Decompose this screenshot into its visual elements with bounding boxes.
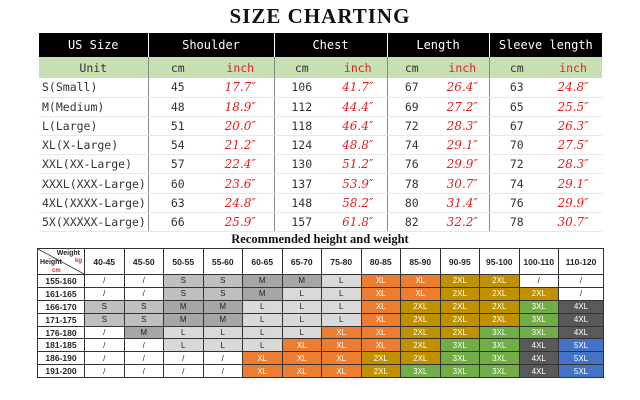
size-name: XXXL(XXX-Large) <box>39 174 148 193</box>
size-recommendation-cell: 3XL <box>519 313 559 326</box>
size-name: XL(X-Large) <box>39 136 148 155</box>
size-recommendation-cell: XL <box>322 339 362 352</box>
size-recommendation-cell: M <box>282 275 322 288</box>
value-inch: 28.3″ <box>436 116 489 135</box>
unit-inch: inch <box>207 57 274 78</box>
size-recommendation-cell: S <box>203 287 243 300</box>
size-recommendation-cell: 2XL <box>440 300 480 313</box>
height-range-label: 176-180 <box>38 326 85 339</box>
value-inch: 29.1″ <box>544 174 602 193</box>
value-cm: 78 <box>489 212 544 231</box>
value-cm: 76 <box>387 155 436 174</box>
size-recommendation-cell: 5XL <box>559 352 604 365</box>
size-recommendation-cell: / <box>85 352 125 365</box>
size-recommendation-cell: L <box>243 339 283 352</box>
value-cm: 80 <box>387 193 436 212</box>
corner-kg-label: kg <box>74 258 82 264</box>
value-inch: 29.1″ <box>436 136 489 155</box>
value-cm: 63 <box>148 193 207 212</box>
size-recommendation-cell: XL <box>361 300 401 313</box>
size-recommendation-cell: / <box>559 287 604 300</box>
height-weight-table <box>37 248 604 378</box>
size-recommendation-cell: S <box>124 313 164 326</box>
size-row <box>39 155 602 174</box>
size-recommendation-cell: / <box>85 287 125 300</box>
value-cm: 72 <box>489 155 544 174</box>
size-recommendation-cell: 2XL <box>480 313 520 326</box>
size-recommendation-cell: 5XL <box>559 339 604 352</box>
value-inch: 53.9″ <box>329 174 387 193</box>
size-recommendation-cell: 3XL <box>480 339 520 352</box>
value-inch: 28.3″ <box>544 155 602 174</box>
value-inch: 51.2″ <box>329 155 387 174</box>
size-row <box>39 97 602 116</box>
value-cm: 74 <box>489 174 544 193</box>
value-inch: 20.0″ <box>207 116 274 135</box>
size-recommendation-cell: S <box>164 287 204 300</box>
size-name: 5X(XXXXX-Large) <box>39 212 148 231</box>
value-cm: 76 <box>489 193 544 212</box>
size-recommendation-cell: 2XL <box>401 300 441 313</box>
height-row <box>38 326 604 339</box>
unit-cm: cm <box>274 57 329 78</box>
size-recommendation-cell: / <box>85 339 125 352</box>
size-recommendation-cell: XL <box>322 365 362 378</box>
size-recommendation-cell: 3XL <box>440 365 480 378</box>
size-recommendation-cell: L <box>203 339 243 352</box>
value-cm: 60 <box>148 174 207 193</box>
size-recommendation-cell: M <box>243 287 283 300</box>
size-recommendation-cell: L <box>282 300 322 313</box>
size-recommendation-cell: L <box>322 287 362 300</box>
size-recommendation-cell: L <box>243 313 283 326</box>
size-recommendation-cell: 3XL <box>480 326 520 339</box>
value-cm: 57 <box>148 155 207 174</box>
size-recommendation-cell: 2XL <box>519 287 559 300</box>
weight-range-header: 90-95 <box>440 249 480 275</box>
size-recommendation-cell: 3XL <box>440 339 480 352</box>
size-name: M(Medium) <box>39 97 148 116</box>
value-cm: 51 <box>148 116 207 135</box>
size-recommendation-cell: L <box>322 300 362 313</box>
size-recommendation-cell: L <box>164 339 204 352</box>
size-row <box>39 136 602 155</box>
size-recommendation-cell: / <box>203 365 243 378</box>
value-cm: 137 <box>274 174 329 193</box>
header-sleeve-length: Sleeve length <box>489 33 602 57</box>
value-inch: 41.7″ <box>329 78 387 97</box>
value-inch: 32.2″ <box>436 212 489 231</box>
page-title: SIZE CHARTING <box>229 4 411 28</box>
size-recommendation-cell: M <box>164 300 204 313</box>
value-cm: 157 <box>274 212 329 231</box>
size-recommendation-cell: M <box>243 275 283 288</box>
size-recommendation-cell: 2XL <box>401 313 441 326</box>
size-recommendation-cell: XL <box>401 275 441 288</box>
size-recommendation-cell: L <box>282 287 322 300</box>
value-cm: 112 <box>274 97 329 116</box>
header-length: Length <box>387 33 489 57</box>
size-recommendation-cell: 2XL <box>440 313 480 326</box>
value-inch: 26.3″ <box>544 116 602 135</box>
value-inch: 48.8″ <box>329 136 387 155</box>
value-cm: 70 <box>489 136 544 155</box>
size-recommendation-cell: / <box>124 352 164 365</box>
size-recommendation-cell: 2XL <box>361 352 401 365</box>
header-shoulder: Shoulder <box>148 33 274 57</box>
size-recommendation-cell: / <box>124 287 164 300</box>
value-inch: 17.7″ <box>207 78 274 97</box>
value-cm: 106 <box>274 78 329 97</box>
value-cm: 148 <box>274 193 329 212</box>
corner-cm-label: cm <box>52 268 61 274</box>
size-recommendation-cell: / <box>85 275 125 288</box>
size-recommendation-cell: / <box>519 275 559 288</box>
value-inch: 58.2″ <box>329 193 387 212</box>
value-cm: 72 <box>387 116 436 135</box>
size-recommendation-cell: 2XL <box>401 339 441 352</box>
size-recommendation-cell: XL <box>243 352 283 365</box>
size-recommendation-cell: XL <box>322 352 362 365</box>
recommended-subtitle: Recommended height and weight <box>231 232 409 246</box>
size-recommendation-cell: 4XL <box>559 326 604 339</box>
size-recommendation-cell: 2XL <box>480 275 520 288</box>
height-range-label: 166-170 <box>38 300 85 313</box>
size-recommendation-cell: L <box>282 326 322 339</box>
value-cm: 66 <box>148 212 207 231</box>
size-recommendation-cell: XL <box>361 275 401 288</box>
size-row <box>39 212 602 231</box>
value-inch: 18.9″ <box>207 97 274 116</box>
size-recommendation-cell: M <box>164 313 204 326</box>
size-recommendation-cell: XL <box>243 365 283 378</box>
weight-range-header: 75-80 <box>322 249 362 275</box>
size-recommendation-cell: 4XL <box>559 313 604 326</box>
size-recommendation-cell: L <box>164 326 204 339</box>
size-recommendation-cell: 2XL <box>401 326 441 339</box>
size-recommendation-cell: 3XL <box>480 352 520 365</box>
size-recommendation-cell: / <box>124 275 164 288</box>
size-recommendation-cell: 2XL <box>440 326 480 339</box>
value-cm: 124 <box>274 136 329 155</box>
unit-label: Unit <box>39 57 148 78</box>
height-row <box>38 352 604 365</box>
height-row <box>38 300 604 313</box>
value-inch: 46.4″ <box>329 116 387 135</box>
height-weight-body <box>38 275 604 378</box>
size-recommendation-cell: XL <box>361 287 401 300</box>
value-cm: 48 <box>148 97 207 116</box>
corner-cell <box>38 249 85 275</box>
size-recommendation-cell: XL <box>361 339 401 352</box>
value-cm: 74 <box>387 136 436 155</box>
value-inch: 22.4″ <box>207 155 274 174</box>
size-recommendation-cell: L <box>243 326 283 339</box>
value-inch: 30.7″ <box>436 174 489 193</box>
value-inch: 61.8″ <box>329 212 387 231</box>
value-inch: 24.8″ <box>544 78 602 97</box>
unit-cm: cm <box>489 57 544 78</box>
size-recommendation-cell: / <box>559 275 604 288</box>
size-recommendation-cell: 4XL <box>519 339 559 352</box>
height-range-label: 191-200 <box>38 365 85 378</box>
size-name: S(Small) <box>39 78 148 97</box>
weight-range-header: 50-55 <box>164 249 204 275</box>
size-recommendation-cell: L <box>282 313 322 326</box>
height-row <box>38 365 604 378</box>
size-row <box>39 174 602 193</box>
weight-range-header: 110-120 <box>559 249 604 275</box>
size-table-body <box>39 78 602 232</box>
size-recommendation-cell: XL <box>282 365 322 378</box>
size-recommendation-cell: 2XL <box>480 287 520 300</box>
size-recommendation-cell: M <box>124 326 164 339</box>
size-recommendation-cell: S <box>203 275 243 288</box>
value-cm: 130 <box>274 155 329 174</box>
unit-row <box>39 57 602 78</box>
weight-range-header: 40-45 <box>85 249 125 275</box>
header-chest: Chest <box>274 33 387 57</box>
value-cm: 69 <box>387 97 436 116</box>
size-name: L(Large) <box>39 116 148 135</box>
weight-range-header: 45-50 <box>124 249 164 275</box>
value-inch: 29.9″ <box>544 193 602 212</box>
size-recommendation-cell: 2XL <box>401 352 441 365</box>
size-recommendation-cell: / <box>164 365 204 378</box>
size-recommendation-cell: 3XL <box>519 300 559 313</box>
value-cm: 63 <box>489 78 544 97</box>
value-cm: 67 <box>489 116 544 135</box>
size-recommendation-cell: XL <box>401 287 441 300</box>
header-us-size: US Size <box>39 33 148 57</box>
height-range-label: 186-190 <box>38 352 85 365</box>
size-recommendation-cell: / <box>85 365 125 378</box>
corner-height-label: Height <box>40 259 62 266</box>
size-recommendation-cell: S <box>85 300 125 313</box>
size-recommendation-cell: 2XL <box>361 365 401 378</box>
size-recommendation-cell: / <box>124 365 164 378</box>
value-cm: 118 <box>274 116 329 135</box>
size-recommendation-cell: XL <box>282 352 322 365</box>
size-recommendation-cell: 3XL <box>440 352 480 365</box>
height-row <box>38 339 604 352</box>
size-recommendation-cell: L <box>322 313 362 326</box>
size-recommendation-cell: 5XL <box>559 365 604 378</box>
size-recommendation-cell: S <box>164 275 204 288</box>
size-recommendation-cell: XL <box>322 326 362 339</box>
size-recommendation-cell: XL <box>361 313 401 326</box>
size-recommendation-cell: / <box>203 352 243 365</box>
size-name: XXL(XX-Large) <box>39 155 148 174</box>
size-recommendation-cell: / <box>164 352 204 365</box>
value-inch: 30.7″ <box>544 212 602 231</box>
unit-cm: cm <box>387 57 436 78</box>
weight-range-header: 85-90 <box>401 249 441 275</box>
value-inch: 25.9″ <box>207 212 274 231</box>
size-recommendation-cell: 3XL <box>519 326 559 339</box>
height-row <box>38 275 604 288</box>
size-recommendation-cell: M <box>203 313 243 326</box>
size-recommendation-cell: L <box>322 275 362 288</box>
size-recommendation-cell: 3XL <box>401 365 441 378</box>
size-recommendation-cell: 2XL <box>440 275 480 288</box>
value-inch: 29.9″ <box>436 155 489 174</box>
size-recommendation-cell: XL <box>361 326 401 339</box>
weight-range-header: 55-60 <box>203 249 243 275</box>
value-inch: 26.4″ <box>436 78 489 97</box>
unit-inch: inch <box>436 57 489 78</box>
size-row <box>39 193 602 212</box>
value-cm: 67 <box>387 78 436 97</box>
value-inch: 23.6″ <box>207 174 274 193</box>
height-range-label: 171-175 <box>38 313 85 326</box>
value-cm: 54 <box>148 136 207 155</box>
size-row <box>39 78 602 97</box>
size-recommendation-cell: 4XL <box>519 365 559 378</box>
size-recommendation-cell: 3XL <box>480 365 520 378</box>
weight-range-header: 60-65 <box>243 249 283 275</box>
weight-range-header: 65-70 <box>282 249 322 275</box>
value-inch: 27.2″ <box>436 97 489 116</box>
size-recommendation-cell: S <box>124 300 164 313</box>
size-table <box>39 33 602 232</box>
height-range-label: 181-185 <box>38 339 85 352</box>
corner-weight-label: Weight <box>56 250 80 257</box>
value-inch: 24.8″ <box>207 193 274 212</box>
weight-header-row <box>38 249 604 275</box>
size-recommendation-cell: 4XL <box>519 352 559 365</box>
height-row <box>38 287 604 300</box>
value-inch: 21.2″ <box>207 136 274 155</box>
size-recommendation-cell: L <box>243 300 283 313</box>
unit-cm: cm <box>148 57 207 78</box>
unit-inch: inch <box>544 57 602 78</box>
size-recommendation-cell: 2XL <box>440 287 480 300</box>
size-recommendation-cell: XL <box>282 339 322 352</box>
weight-range-header: 95-100 <box>480 249 520 275</box>
value-inch: 27.5″ <box>544 136 602 155</box>
size-recommendation-cell: L <box>203 326 243 339</box>
size-recommendation-cell: S <box>85 313 125 326</box>
weight-range-header: 80-85 <box>361 249 401 275</box>
size-header-row <box>39 33 602 57</box>
size-name: 4XL(XXXX-Large) <box>39 193 148 212</box>
value-inch: 25.5″ <box>544 97 602 116</box>
height-range-label: 161-165 <box>38 287 85 300</box>
value-cm: 82 <box>387 212 436 231</box>
size-recommendation-cell: / <box>85 326 125 339</box>
height-row <box>38 313 604 326</box>
value-cm: 45 <box>148 78 207 97</box>
value-inch: 31.4″ <box>436 193 489 212</box>
value-inch: 44.4″ <box>329 97 387 116</box>
size-row <box>39 116 602 135</box>
value-cm: 78 <box>387 174 436 193</box>
weight-range-header: 100-110 <box>519 249 559 275</box>
size-recommendation-cell: 2XL <box>480 300 520 313</box>
size-recommendation-cell: 4XL <box>559 300 604 313</box>
size-recommendation-cell: M <box>203 300 243 313</box>
value-cm: 65 <box>489 97 544 116</box>
height-range-label: 155-160 <box>38 275 85 288</box>
unit-inch: inch <box>329 57 387 78</box>
size-recommendation-cell: / <box>124 339 164 352</box>
